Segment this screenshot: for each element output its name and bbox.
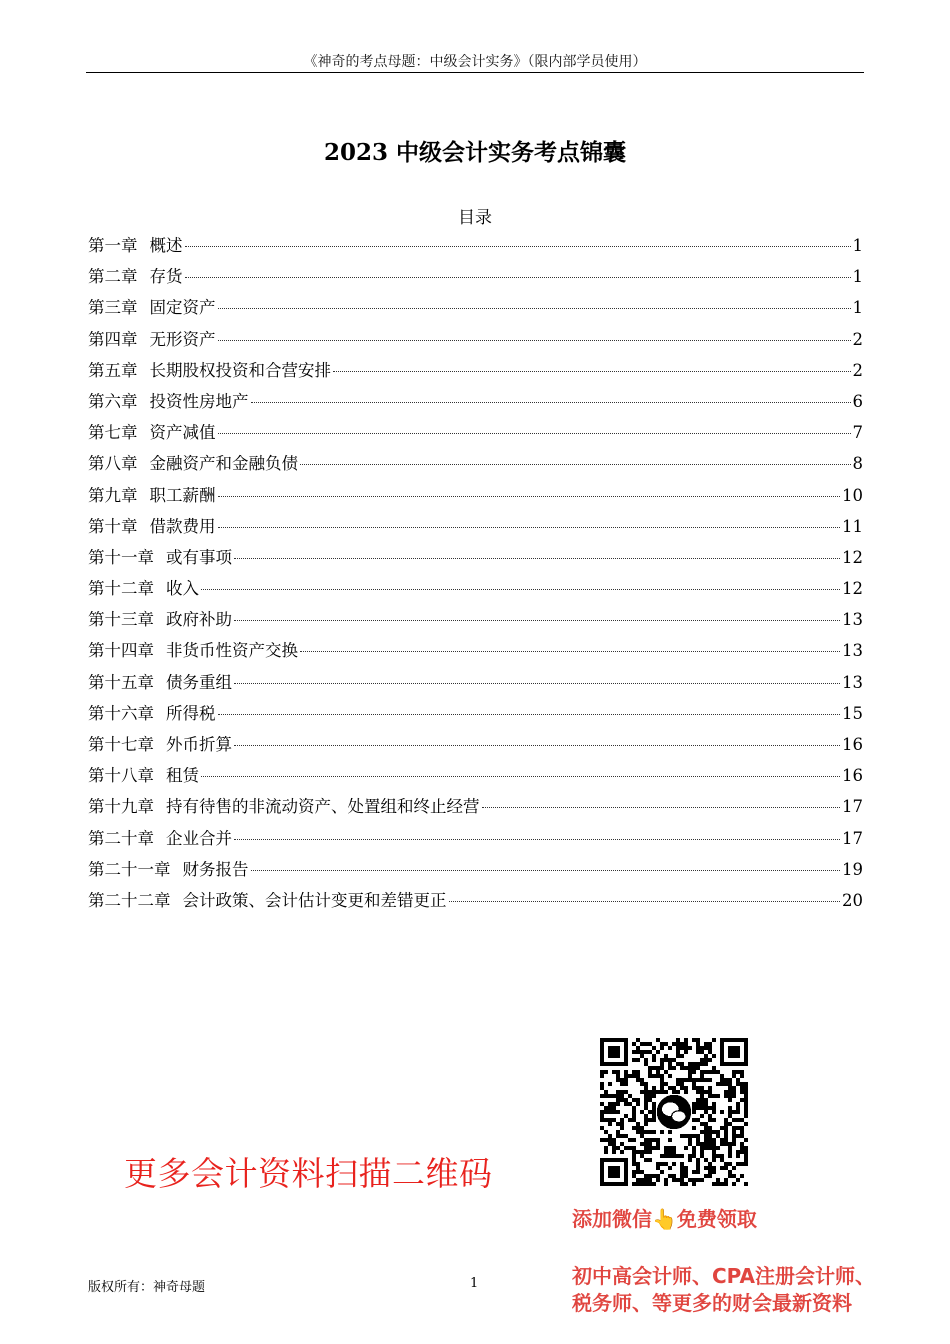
copyright-text: 版权所有：神奇母题	[88, 1280, 206, 1295]
toc-entry-label	[88, 573, 199, 604]
toc-leader-dots	[234, 683, 840, 684]
toc-page-number: 2	[852, 360, 863, 380]
qr-code-image	[600, 1038, 748, 1186]
toc-entry[interactable]	[88, 698, 863, 729]
toc-chapter-title: 借款费用	[149, 516, 216, 536]
toc-chapter-number: 第十八章	[88, 766, 154, 786]
toc-entry[interactable]	[88, 480, 863, 511]
toc-leader-dots	[482, 807, 841, 808]
toc-page-number: 13	[842, 641, 863, 661]
toc-leader-dots	[218, 496, 841, 497]
toc-entry[interactable]	[88, 511, 863, 542]
toc-leader-dots	[449, 901, 841, 902]
toc-entry[interactable]	[88, 885, 863, 916]
toc-entry[interactable]	[88, 261, 863, 292]
toc-chapter-title: 固定资产	[149, 298, 216, 318]
header-divider	[86, 72, 864, 73]
toc-page-number: 1	[852, 267, 863, 287]
toc-entry[interactable]	[88, 573, 863, 604]
toc-entry-label	[88, 885, 447, 916]
toc-chapter-title: 政府补助	[166, 610, 232, 630]
toc-chapter-title: 债务重组	[166, 672, 232, 692]
toc-page-number: 1	[852, 298, 863, 318]
wechat-promo-left: 添加微信	[572, 1207, 652, 1231]
toc-entry-label	[88, 292, 216, 323]
toc-entry-label	[88, 355, 331, 386]
toc-chapter-title: 会计政策、会计估计变更和差错更正	[182, 890, 447, 910]
toc-leader-dots	[218, 340, 851, 341]
toc-chapter-number: 第十五章	[88, 672, 154, 692]
toc-chapter-title: 财务报告	[182, 859, 249, 879]
toc-page-number: 2	[852, 329, 863, 349]
toc-chapter-title: 存货	[149, 267, 183, 287]
toc-leader-dots	[300, 651, 840, 652]
toc-chapter-title: 长期股权投资和合营安排	[149, 360, 331, 380]
toc-chapter-title: 租赁	[166, 766, 199, 786]
toc-entry[interactable]	[88, 417, 863, 448]
toc-entry[interactable]	[88, 230, 863, 261]
toc-page-number: 16	[842, 735, 863, 754]
toc-entry[interactable]	[88, 823, 863, 854]
toc-leader-dots	[234, 558, 840, 559]
toc-chapter-number: 第四章	[88, 329, 138, 349]
toc-chapter-number: 第十六章	[88, 703, 154, 723]
toc-chapter-number: 第二十章	[88, 828, 154, 848]
toc-entry-label	[88, 386, 249, 417]
toc-leader-dots	[234, 839, 840, 840]
toc-page-number: 11	[842, 516, 863, 536]
toc-page-number: 7	[852, 423, 863, 443]
toc-entry[interactable]	[88, 386, 863, 417]
toc-entry-label	[88, 667, 232, 698]
toc-entry-label	[88, 760, 199, 791]
promo-text: 更多会计资料扫描二维码	[124, 1154, 493, 1193]
toc-entry-label	[88, 791, 480, 822]
toc-entry-label	[88, 542, 232, 573]
toc-entry-label	[88, 417, 216, 448]
ad-line-1: 初中高会计师、CPA注册会计师、	[572, 1264, 875, 1288]
toc-entry-label	[88, 604, 232, 635]
toc-entry[interactable]	[88, 324, 863, 355]
toc-chapter-number: 第二十一章	[88, 859, 171, 879]
toc-page-number: 17	[842, 797, 863, 817]
toc-entry-label	[88, 511, 216, 542]
toc-chapter-number: 第六章	[88, 391, 138, 411]
toc-chapter-title: 非货币性资产交换	[166, 641, 298, 661]
toc-page-number: 17	[842, 828, 863, 848]
toc-page-number: 13	[842, 610, 863, 630]
toc-entry-label	[88, 635, 298, 666]
toc-leader-dots	[333, 371, 851, 372]
toc-chapter-number: 第十三章	[88, 610, 154, 630]
toc-leader-dots	[218, 714, 841, 715]
toc-chapter-number: 第十章	[88, 516, 138, 536]
toc-entry-label	[88, 324, 216, 355]
toc-leader-dots	[201, 776, 840, 777]
toc-chapter-number: 第七章	[88, 423, 138, 443]
toc-chapter-number: 第二十二章	[88, 890, 171, 910]
toc-page-number: 19	[842, 859, 863, 879]
toc-entry[interactable]	[88, 542, 863, 573]
toc-leader-dots	[251, 870, 841, 871]
toc-chapter-number: 第一章	[88, 236, 138, 255]
toc-page-number: 15	[842, 703, 863, 723]
toc-entry[interactable]	[88, 604, 863, 635]
toc-chapter-number: 第二章	[88, 267, 138, 287]
toc-entry[interactable]	[88, 292, 863, 323]
toc-leader-dots	[218, 527, 841, 528]
toc-entry-label	[88, 480, 216, 511]
toc-leader-dots	[218, 308, 851, 309]
toc-page-number: 1	[852, 236, 863, 255]
toc-chapter-number: 第十七章	[88, 735, 154, 754]
toc-entry[interactable]	[88, 635, 863, 666]
toc-page-number: 13	[842, 672, 863, 692]
wechat-promo-right: 免费领取	[676, 1207, 757, 1231]
toc-entry[interactable]	[88, 760, 863, 791]
toc-entry[interactable]	[88, 791, 863, 822]
toc-chapter-title: 金融资产和金融负债	[149, 454, 298, 474]
toc-leader-dots	[185, 246, 851, 247]
pointing-hand-icon: 👆	[652, 1207, 677, 1231]
toc-chapter-title: 无形资产	[149, 329, 216, 349]
toc-leader-dots	[234, 620, 840, 621]
toc-chapter-title: 所得税	[166, 703, 216, 723]
page-number: 1	[470, 1276, 479, 1291]
toc-entry-label	[88, 823, 232, 854]
toc-entry-label	[88, 854, 249, 885]
toc-entry-label	[88, 230, 183, 261]
toc-entry[interactable]	[88, 729, 863, 760]
wechat-promo	[572, 1203, 757, 1232]
toc-page-number: 12	[842, 579, 863, 599]
toc-chapter-number: 第三章	[88, 298, 138, 318]
toc-entry[interactable]	[88, 355, 863, 386]
table-of-contents	[88, 230, 863, 916]
toc-entry-label	[88, 261, 183, 292]
toc-leader-dots	[201, 589, 840, 590]
toc-page-number: 12	[842, 547, 863, 567]
toc-leader-dots	[185, 277, 851, 278]
toc-page-number: 10	[842, 485, 863, 505]
toc-chapter-title: 企业合并	[166, 828, 232, 848]
toc-page-number: 16	[842, 766, 863, 786]
toc-leader-dots	[300, 464, 851, 465]
toc-leader-dots	[234, 745, 840, 746]
toc-page-number: 6	[852, 391, 863, 411]
toc-chapter-title: 概述	[149, 236, 183, 255]
toc-chapter-title: 持有待售的非流动资产、处置组和终止经营	[166, 797, 480, 817]
toc-chapter-number: 第八章	[88, 454, 138, 474]
toc-chapter-number: 第十二章	[88, 579, 154, 599]
toc-chapter-title: 资产减值	[149, 423, 216, 443]
header-title: 《神奇的考点母题：中级会计实务》（限内部学员使用）	[303, 54, 647, 70]
ad-line-2: 税务师、等更多的财会最新资料	[572, 1291, 852, 1315]
toc-chapter-title: 外币折算	[166, 735, 232, 754]
toc-entry-label	[88, 448, 298, 479]
toc-entry[interactable]	[88, 667, 863, 698]
toc-chapter-title: 投资性房地产	[149, 391, 249, 411]
document-title: 2023 中级会计实务考点锦囊	[323, 139, 627, 166]
toc-chapter-number: 第九章	[88, 485, 138, 505]
toc-chapter-title: 收入	[166, 579, 199, 599]
toc-leader-dots	[251, 402, 851, 403]
toc-entry[interactable]	[88, 854, 863, 885]
toc-chapter-number: 第十四章	[88, 641, 154, 661]
toc-chapter-number: 第十九章	[88, 797, 154, 817]
toc-heading: 目录	[458, 208, 492, 228]
toc-chapter-number: 第五章	[88, 360, 138, 380]
toc-entry-label	[88, 698, 216, 729]
toc-chapter-title: 或有事项	[166, 547, 232, 567]
toc-chapter-number: 第十一章	[88, 547, 154, 567]
toc-entry[interactable]	[88, 448, 863, 479]
toc-entry-label	[88, 729, 232, 760]
toc-page-number: 20	[842, 890, 863, 910]
toc-page-number: 8	[852, 454, 863, 474]
toc-chapter-title: 职工薪酬	[149, 485, 216, 505]
toc-leader-dots	[218, 433, 851, 434]
